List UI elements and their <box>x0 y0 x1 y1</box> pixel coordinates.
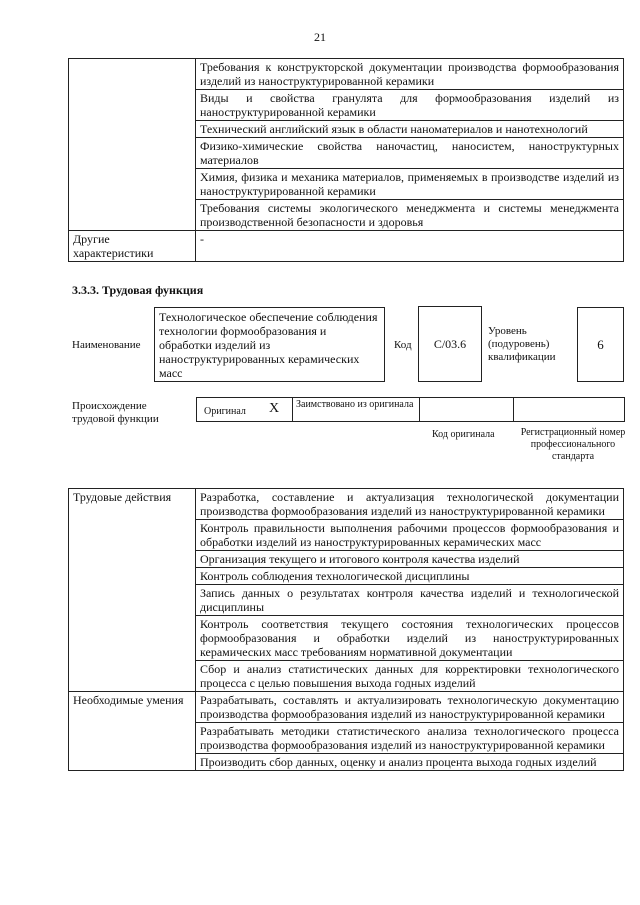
level-label: Уровень (подуровень) квалификации <box>488 325 556 363</box>
name-label: Наименование <box>72 339 141 351</box>
knowledge-item: Требования к конструкторской документации производства формообразования изделий из наноструктурированной керамики <box>196 59 624 90</box>
page-number: 21 <box>314 30 326 44</box>
required-skill: Разрабатывать методики статистического анализа технологического процесса производства формообразования изделий из наноструктурированной керамики <box>196 723 624 754</box>
other-characteristics-value: - <box>196 231 624 262</box>
code-value: С/03.6 <box>433 336 467 351</box>
knowledge-item: Требования системы экологического менеджмента и системы менеджмента производственной безопасности и здоровья <box>196 200 624 231</box>
origin-original-cell <box>197 398 293 421</box>
other-characteristics-label: Другие характеристики <box>69 231 196 262</box>
labor-action: Разработка, составление и актуализация технологической документации производства формообразования изделий из наноструктурированной керамики <box>196 489 624 520</box>
function-name: Технологическое обеспечение соблюдения технологии формообразования и обработки изделий из наноструктурированных керамических масс <box>159 310 378 380</box>
knowledge-item: Химия, физика и механика материалов, применяемых в производстве изделий из наноструктурированной керамики <box>196 169 624 200</box>
function-name-box <box>154 307 385 382</box>
table-row <box>69 59 624 90</box>
section-label: Трудовые действия <box>69 489 196 692</box>
borrowed-label: Заимствовано из оригинала <box>296 399 414 410</box>
level-value: 6 <box>597 336 604 352</box>
table-row <box>69 231 624 262</box>
row-label <box>69 59 196 231</box>
table-row <box>69 489 624 520</box>
labor-actions-table <box>68 488 624 771</box>
knowledge-item: Технический английский язык в области наноматериалов и нанотехнологий <box>196 121 624 138</box>
original-label: Оригинал <box>204 406 246 417</box>
labor-action: Организация текущего и итогового контроля качества изделий <box>196 551 624 568</box>
knowledge-table <box>68 58 624 262</box>
reg-caption: Регистрационный номер профессионального стандарта <box>520 427 626 462</box>
labor-action: Контроль правильности выполнения рабочими процессов формообразования и обработки изделий из наноструктурированных керамических масс <box>196 520 624 551</box>
section-heading: 3.3.3. Трудовая функция <box>72 283 204 297</box>
original-code-cell <box>419 398 514 421</box>
knowledge-item: Виды и свойства гранулята для формообразования изделий из наноструктурированной керамики <box>196 90 624 121</box>
origin-borrowed-cell <box>292 398 420 421</box>
code-box <box>418 306 482 382</box>
section-label: Необходимые умения <box>69 692 196 771</box>
required-skill: Разрабатывать, составлять и актуализировать технологическую документацию производства формообразования изделий из наноструктурированной керамики <box>196 692 624 723</box>
code-label: Код <box>394 339 412 351</box>
code-caption: Код оригинала <box>432 429 495 440</box>
labor-action: Сбор и анализ статистических данных для корректировки технологического процесса с целью повышения выхода годных изделий <box>196 661 624 692</box>
knowledge-item: Физико-химические свойства наночастиц, наносистем, наноструктурных материалов <box>196 138 624 169</box>
table-row <box>69 692 624 723</box>
required-skill: Производить сбор данных, оценку и анализ процента выхода годных изделий <box>196 754 624 771</box>
labor-action: Запись данных о результатах контроля качества изделий и технологической дисциплины <box>196 585 624 616</box>
level-box <box>577 307 624 382</box>
origin-label: Происхождение трудовой функции <box>72 400 159 425</box>
original-mark: X <box>269 401 280 416</box>
labor-action: Контроль соблюдения технологической дисциплины <box>196 568 624 585</box>
labor-action: Контроль соответствия текущего состояния технологических процессов формообразования и обработки изделий из наноструктурированных керамических масс требованиям нормативной документации <box>196 616 624 661</box>
origin-row <box>196 397 625 422</box>
